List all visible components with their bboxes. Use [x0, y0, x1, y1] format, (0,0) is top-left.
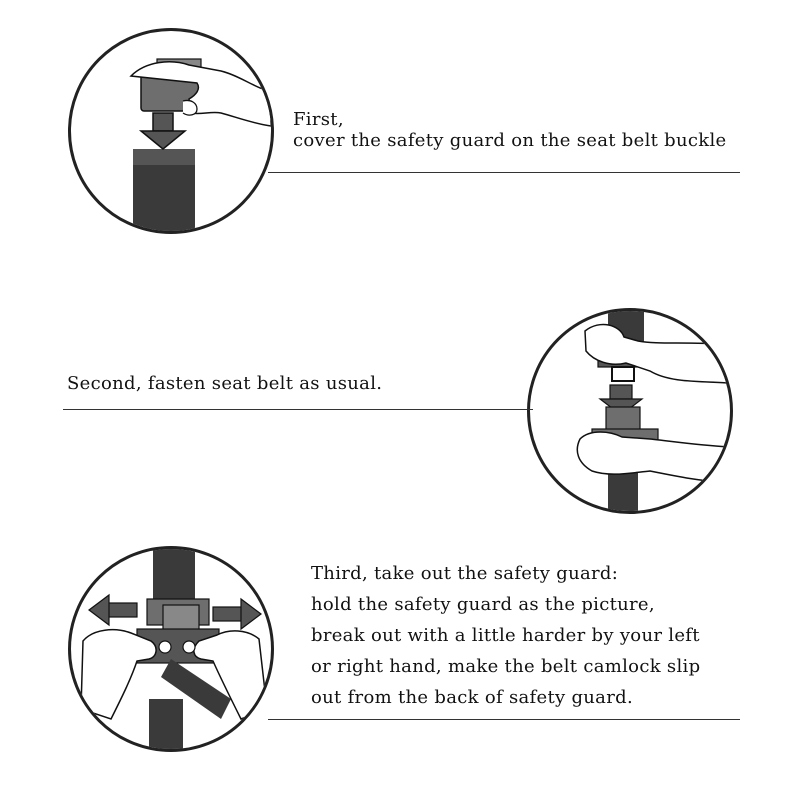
cover-guard-on-buckle-icon — [71, 31, 271, 231]
step-third-line-3: break out with a little harder by your left — [311, 625, 700, 646]
illustration-circle-second — [527, 308, 733, 514]
illustration-circle-third — [68, 546, 274, 752]
divider-second — [63, 409, 533, 410]
remove-safety-guard-icon — [71, 549, 271, 749]
step-third-text — [311, 558, 700, 713]
step-third-line-4: or right hand, make the belt camlock slip — [311, 656, 701, 677]
step-third-line-5: out from the back of safety guard. — [311, 687, 633, 708]
fasten-seat-belt-icon — [530, 311, 730, 511]
step-second-line-1: Second, fasten seat belt as usual. — [67, 373, 383, 394]
divider-first — [268, 172, 740, 173]
step-first-text — [293, 104, 727, 156]
step-third-line-2: hold the safety guard as the picture, — [311, 594, 655, 615]
divider-third — [268, 719, 740, 720]
step-first-line-1: First, — [293, 109, 344, 130]
illustration-circle-first — [68, 28, 274, 234]
step-third-line-1: Third, take out the safety guard: — [311, 563, 619, 584]
step-first-line-2: cover the safety guard on the seat belt buckle — [293, 130, 727, 151]
step-second-text — [67, 368, 382, 399]
